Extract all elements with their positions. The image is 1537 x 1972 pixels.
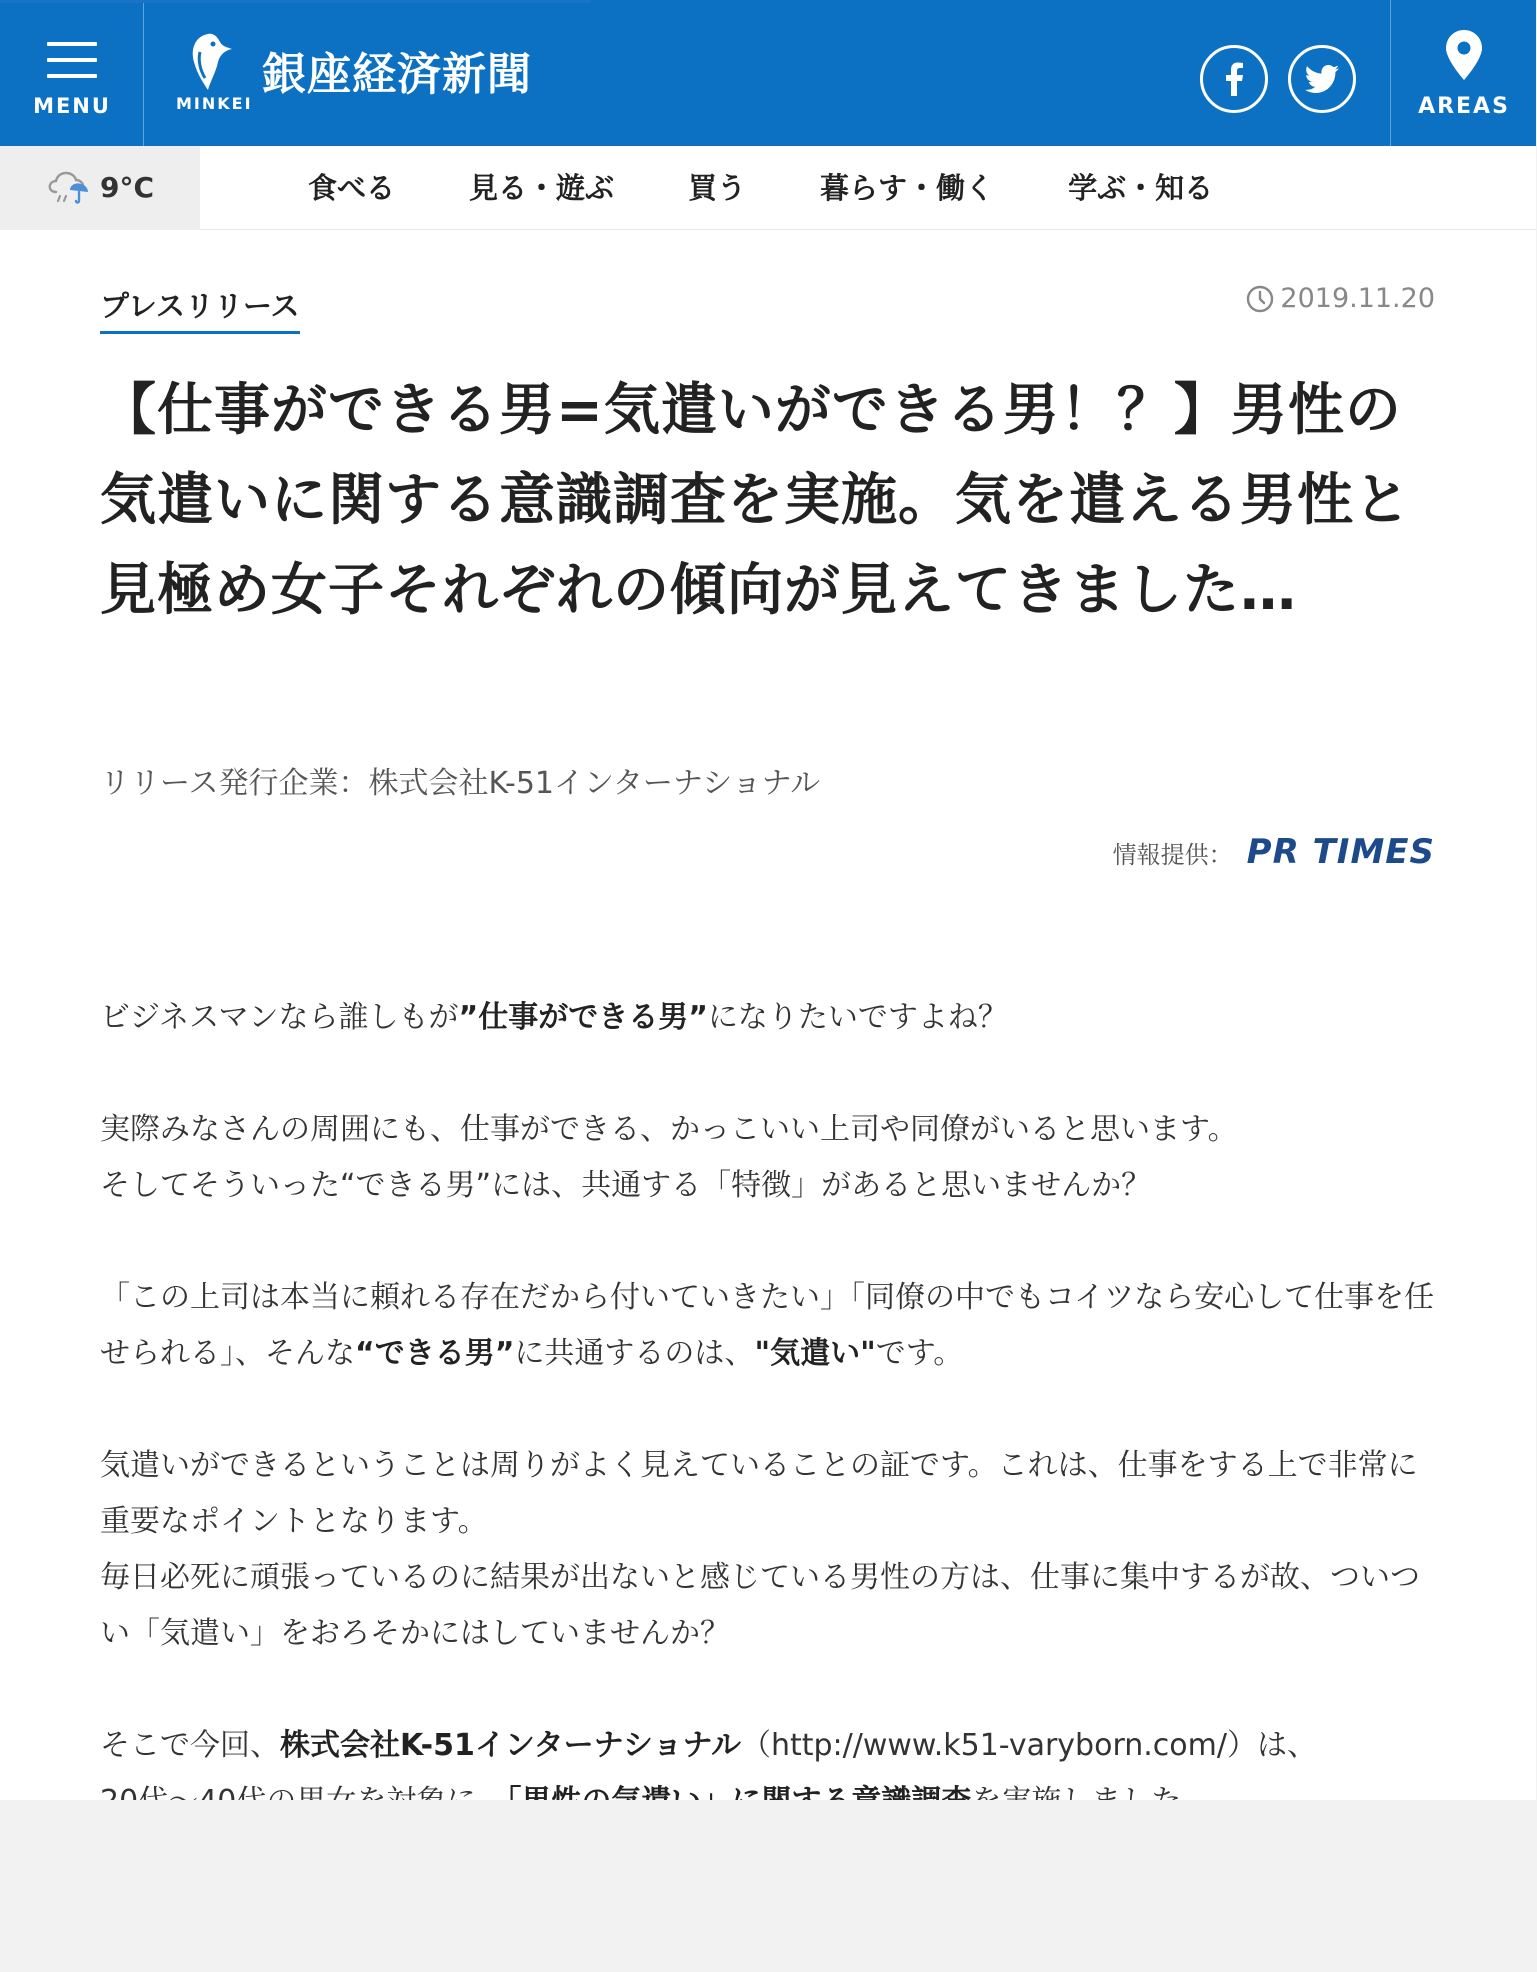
- bold-text: ”仕事ができる男”: [458, 1000, 708, 1035]
- paragraph-4: [100, 1438, 1440, 1662]
- text: そこで今回、: [100, 1728, 280, 1763]
- nav-item-buy[interactable]: 買う: [688, 171, 747, 205]
- location-pin-icon: [1446, 30, 1482, 80]
- text: 毎日必死に頑張っているのに結果が出ないと感じている男性の方は、仕事に集中するが故、ついつい「気遣い」をおろそかにはしていませんか？: [100, 1560, 1420, 1651]
- nav-item-see-play[interactable]: 見る・遊ぶ: [469, 171, 615, 205]
- text: 気遣いができるということは周りがよく見えていることの証です。これは、仕事をする上で非常に重要なポイントとなります。: [100, 1448, 1418, 1539]
- bold-text: 株式会社K-51インターナショナル: [280, 1728, 741, 1763]
- nav-item-eat[interactable]: 食べる: [308, 171, 396, 205]
- article-title: 【仕事ができる男=気遣いができる男！？】男性の気遣いに関する意識調査を実施。気を遣える男性と見極め女子それぞれの傾向が見えてきました…: [100, 378, 1411, 623]
- prtimes-logo: PR TIMES: [1246, 832, 1435, 872]
- text: です。: [875, 1336, 964, 1371]
- text: そしてそういった“できる男”には、共通する「特徴」があると思いませんか？: [100, 1168, 1152, 1203]
- bottom-gray-area: [0, 1800, 1536, 1972]
- loading-bar: [0, 0, 591, 3]
- bold-text: "気遣い": [754, 1336, 876, 1371]
- publish-date: [1246, 283, 1435, 314]
- category-links: [308, 146, 1287, 230]
- twitter-icon: [1305, 65, 1339, 93]
- text: ）は、: [1226, 1728, 1317, 1763]
- text: 実際みなさんの周囲にも、仕事ができる、かっこいい上司や同僚がいると思います。: [100, 1112, 1238, 1147]
- temperature: 9°C: [100, 171, 155, 204]
- text: ビジネスマンなら誰しもが: [100, 1000, 459, 1035]
- date-text: 2019.11.20: [1280, 283, 1435, 314]
- paragraph-2: [100, 1102, 1440, 1214]
- menu-label: MENU: [33, 94, 111, 118]
- clock-icon: [1246, 285, 1274, 313]
- release-company: リリース発行企業：株式会社K-51インターナショナル: [100, 766, 821, 801]
- facebook-icon: [1224, 62, 1244, 96]
- text: 「この上司は本当に頼れる存在だから付いていきたい」「同僚の中でもコイツなら安心して仕事を任せられる」、そんな: [100, 1280, 1435, 1371]
- category-label[interactable]: プレスリリース: [100, 284, 300, 334]
- areas-button[interactable]: [1390, 0, 1536, 146]
- paragraph-3: [100, 1270, 1440, 1382]
- nav-item-live-work[interactable]: 暮らす・働く: [820, 171, 995, 205]
- provider-label: 情報提供：: [1112, 840, 1233, 869]
- category-nav: [0, 146, 1536, 230]
- site-header: [0, 0, 1536, 146]
- paragraph-1: [100, 990, 1440, 1046]
- bird-logo-icon: [186, 32, 234, 92]
- areas-label: AREAS: [1418, 94, 1510, 119]
- hamburger-icon: [47, 42, 97, 78]
- company-website-link[interactable]: http://www.k51-varyborn.com/: [770, 1728, 1227, 1763]
- twitter-button[interactable]: [1288, 45, 1356, 113]
- weather-widget: [0, 146, 200, 230]
- facebook-button[interactable]: [1200, 45, 1268, 113]
- text: になりたいですよね？: [707, 1000, 1008, 1035]
- text: （: [740, 1728, 771, 1763]
- article-body: [100, 990, 1440, 1886]
- site-title: 銀座経済新聞: [262, 49, 532, 100]
- logo-minkei-text: MINKEI: [176, 94, 253, 113]
- nav-item-learn-know[interactable]: 学ぶ・知る: [1068, 171, 1214, 205]
- site-logo[interactable]: [176, 28, 596, 118]
- provider-credit[interactable]: [1113, 832, 1435, 872]
- cloud-umbrella-weather-icon: [48, 170, 92, 206]
- menu-button[interactable]: [0, 0, 144, 146]
- text: に共通するのは、: [514, 1336, 755, 1371]
- bold-text: “できる男”: [355, 1336, 515, 1371]
